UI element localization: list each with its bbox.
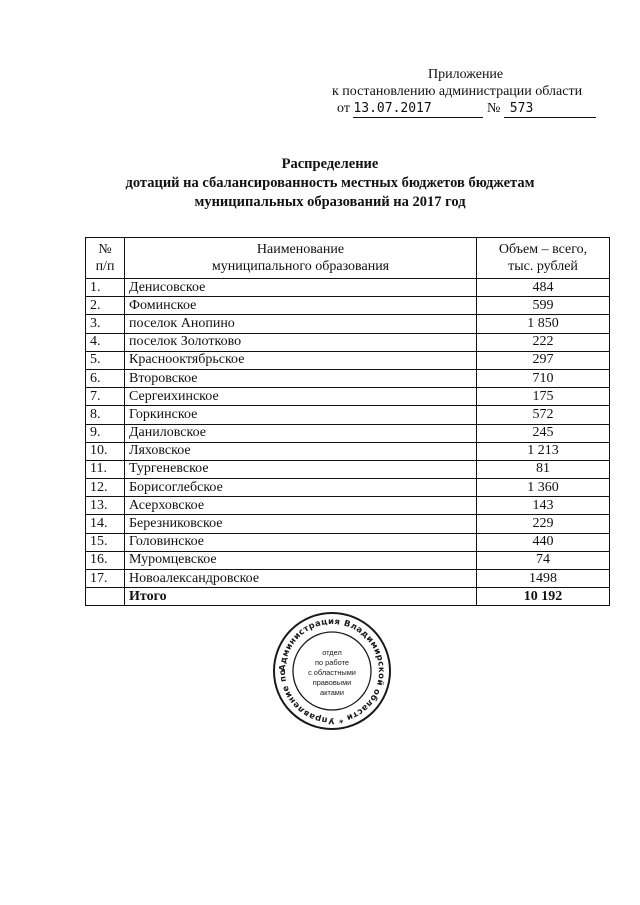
amount-cell: 572 bbox=[477, 406, 610, 424]
subsidy-table bbox=[85, 237, 610, 606]
column-header-name: Наименование муниципального образования bbox=[125, 238, 477, 279]
amount-cell: 710 bbox=[477, 369, 610, 387]
row-number-cell: 15. bbox=[86, 533, 125, 551]
from-label: от bbox=[337, 101, 350, 116]
table-row bbox=[86, 333, 610, 351]
amount-cell: 222 bbox=[477, 333, 610, 351]
amount-cell: 1 360 bbox=[477, 479, 610, 497]
municipality-name-cell: Второвское bbox=[125, 369, 477, 387]
table-row bbox=[86, 388, 610, 406]
row-number-cell: 5. bbox=[86, 351, 125, 369]
municipality-name-cell: поселок Золотково bbox=[125, 333, 477, 351]
stamp-line-3: с областными bbox=[308, 668, 356, 677]
title-line-1: Распределение bbox=[281, 156, 379, 172]
table-row bbox=[86, 460, 610, 478]
municipality-name-cell: Головинское bbox=[125, 533, 477, 551]
amount-cell: 484 bbox=[477, 279, 610, 297]
document-title bbox=[90, 155, 570, 212]
row-number-cell: 1. bbox=[86, 279, 125, 297]
title-line-3: муниципальных образований на 2017 год bbox=[194, 194, 466, 210]
row-number-cell: 17. bbox=[86, 570, 125, 588]
stamp-line-1: отдел bbox=[322, 648, 342, 657]
municipality-name-cell: поселок Анопино bbox=[125, 315, 477, 333]
municipality-name-cell: Асерховское bbox=[125, 497, 477, 515]
municipality-name-cell: Краснооктябрьское bbox=[125, 351, 477, 369]
municipality-name-cell: Тургеневское bbox=[125, 460, 477, 478]
row-number-cell: 9. bbox=[86, 424, 125, 442]
table-row bbox=[86, 515, 610, 533]
amount-cell: 143 bbox=[477, 497, 610, 515]
table-row bbox=[86, 442, 610, 460]
table-row bbox=[86, 424, 610, 442]
total-label: Итого bbox=[125, 588, 477, 606]
resolution-number: 573 bbox=[504, 100, 596, 118]
table-row bbox=[86, 479, 610, 497]
official-stamp bbox=[272, 611, 392, 731]
row-number-cell: 16. bbox=[86, 551, 125, 569]
row-number-cell: 10. bbox=[86, 442, 125, 460]
column-header-number: № п/п bbox=[86, 238, 125, 279]
municipality-name-cell: Денисовское bbox=[125, 279, 477, 297]
table-row bbox=[86, 315, 610, 333]
row-number-cell: 6. bbox=[86, 369, 125, 387]
stamp-line-4: правовыми bbox=[312, 678, 352, 687]
column-header-value: Объем – всего, тыс. рублей bbox=[477, 238, 610, 279]
stamp-line-2: по работе bbox=[315, 658, 349, 667]
total-value: 10 192 bbox=[477, 588, 610, 606]
amount-cell: 74 bbox=[477, 551, 610, 569]
total-row bbox=[86, 588, 610, 606]
resolution-reference: к постановлению администрации области bbox=[332, 84, 583, 99]
number-label: № bbox=[486, 101, 501, 116]
row-number-cell: 8. bbox=[86, 406, 125, 424]
stamp-seal-icon bbox=[272, 611, 392, 731]
municipality-name-cell: Сергеихинское bbox=[125, 388, 477, 406]
amount-cell: 245 bbox=[477, 424, 610, 442]
amount-cell: 81 bbox=[477, 460, 610, 478]
municipality-name-cell: Фоминское bbox=[125, 297, 477, 315]
amount-cell: 440 bbox=[477, 533, 610, 551]
resolution-date: 13.07.2017 bbox=[353, 100, 483, 118]
stamp-line-5: актами bbox=[319, 688, 345, 697]
row-number-cell: 2. bbox=[86, 297, 125, 315]
amount-cell: 229 bbox=[477, 515, 610, 533]
row-number-cell: 12. bbox=[86, 479, 125, 497]
title-line-2: дотаций на сбалансированность местных бюджетов бюджетам bbox=[125, 175, 535, 191]
table-row bbox=[86, 570, 610, 588]
amount-cell: 599 bbox=[477, 297, 610, 315]
table-row bbox=[86, 369, 610, 387]
table-row bbox=[86, 551, 610, 569]
total-number-cell bbox=[86, 588, 125, 606]
table-row bbox=[86, 279, 610, 297]
municipality-name-cell: Ляховское bbox=[125, 442, 477, 460]
row-number-cell: 11. bbox=[86, 460, 125, 478]
row-number-cell: 3. bbox=[86, 315, 125, 333]
amount-cell: 297 bbox=[477, 351, 610, 369]
table-row bbox=[86, 351, 610, 369]
stamp-ring-text: Администрация Владимирской области * Управление по bbox=[276, 615, 388, 727]
amount-cell: 1 213 bbox=[477, 442, 610, 460]
document-header bbox=[300, 66, 600, 118]
amount-cell: 1 850 bbox=[477, 315, 610, 333]
appendix-label: Приложение bbox=[428, 67, 504, 82]
municipality-name-cell: Новоалександровское bbox=[125, 570, 477, 588]
table-row bbox=[86, 497, 610, 515]
municipality-name-cell: Горкинское bbox=[125, 406, 477, 424]
municipality-name-cell: Борисоглебское bbox=[125, 479, 477, 497]
row-number-cell: 7. bbox=[86, 388, 125, 406]
amount-cell: 175 bbox=[477, 388, 610, 406]
amount-cell: 1498 bbox=[477, 570, 610, 588]
table-row bbox=[86, 297, 610, 315]
row-number-cell: 13. bbox=[86, 497, 125, 515]
municipality-name-cell: Муромцевское bbox=[125, 551, 477, 569]
table-row bbox=[86, 533, 610, 551]
row-number-cell: 14. bbox=[86, 515, 125, 533]
row-number-cell: 4. bbox=[86, 333, 125, 351]
municipality-name-cell: Даниловское bbox=[125, 424, 477, 442]
table-header-row bbox=[86, 238, 610, 279]
table-row bbox=[86, 406, 610, 424]
municipality-name-cell: Березниковское bbox=[125, 515, 477, 533]
date-number-line bbox=[300, 100, 600, 118]
